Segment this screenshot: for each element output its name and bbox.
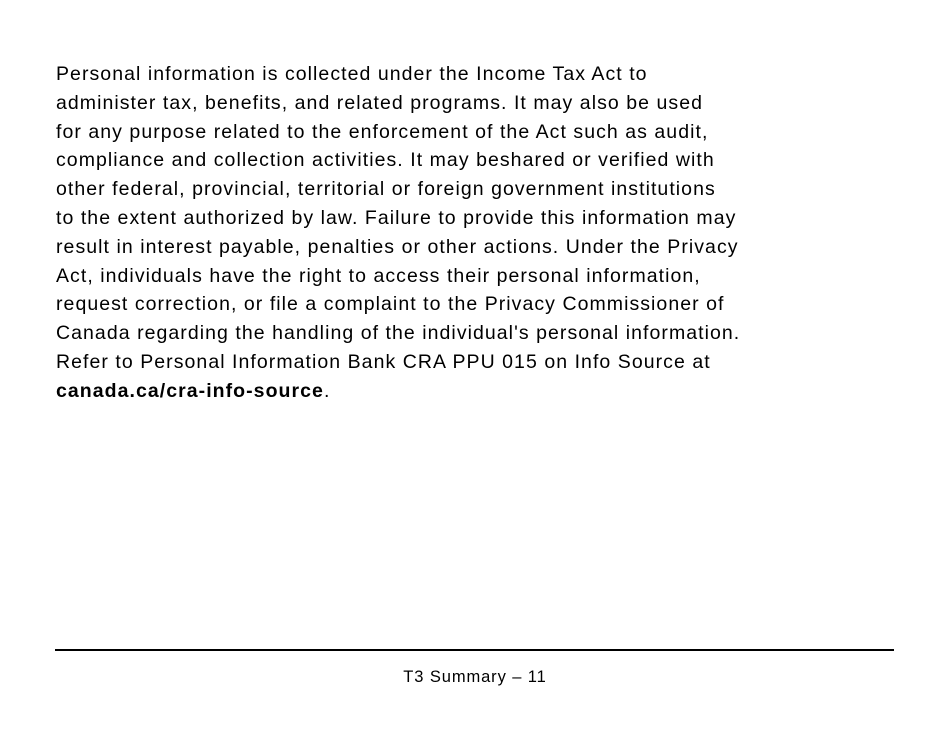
notice-line-8: Act, individuals have the right to access their personal information, <box>56 264 701 287</box>
notice-line-10: Canada regarding the handling of the individual's personal information. <box>56 322 741 345</box>
info-source-link[interactable]: canada.ca/cra-info-source <box>56 379 324 402</box>
notice-line-6: to the extent authorized by law. Failure to provide this information may <box>56 206 737 229</box>
notice-line-9: request correction, or file a complaint to the Privacy Commissioner of <box>56 293 725 316</box>
notice-line-12 <box>56 377 936 406</box>
notice-line-5: other federal, provincial, territorial or foreign government institutions <box>56 178 716 201</box>
notice-line-7: result in interest payable, penalties or other actions. Under the Privacy <box>56 235 739 258</box>
notice-line-3: for any purpose related to the enforcement of the Act such as audit, <box>56 120 709 143</box>
notice-end-punctuation: . <box>323 379 331 402</box>
notice-line-1: Personal information is collected under the Income Tax Act to <box>56 63 648 85</box>
notice-line-11: Refer to Personal Information Bank CRA PPU 015 on Info Source at <box>56 350 711 373</box>
footer-divider <box>55 649 894 651</box>
privacy-notice <box>56 60 936 406</box>
notice-line-2: administer tax, benefits, and related programs. It may also be used <box>56 91 703 114</box>
page-footer-label: T3 Summary – 11 <box>403 668 547 686</box>
notice-line-4: compliance and collection activities. It may beshared or verified with <box>56 149 715 172</box>
